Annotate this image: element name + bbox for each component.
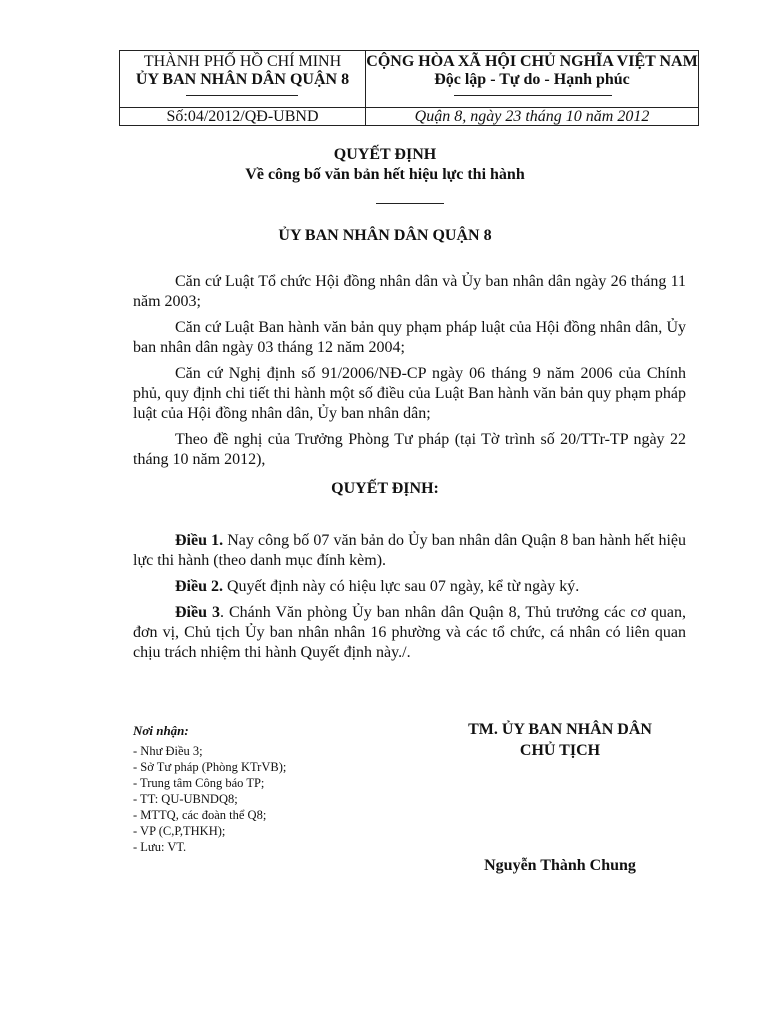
document-number: Số:04/2012/QĐ-UBND: [166, 108, 319, 125]
article-3-text: . Chánh Văn phòng Ủy ban nhân dân Quận 8, Thủ trưởng các cơ quan, đơn vị, Chủ tịch Ủy ban nhân nhân 16 phường và các tổ chức, cá nhân có liên quan chịu trách nhiệm thi hành Quyết định này./.: [133, 604, 687, 661]
signatory-name: Nguyễn Thành Chung: [484, 857, 636, 874]
article-3-label: Điều 3: [175, 604, 220, 621]
header-table: [119, 50, 699, 126]
motto-underline: [454, 95, 612, 96]
signature-position: CHỦ TỊCH: [519, 742, 601, 759]
preamble-paragraph-4: Theo đề nghị của Trưởng Phòng Tư pháp (tại Tờ trình số 20/TTr-TP ngày 22 tháng 10 năm 2012),: [133, 431, 686, 468]
recipient-item: - Như Điều 3;: [133, 744, 203, 758]
header-right: [366, 51, 698, 125]
preamble-paragraph-3: Căn cứ Nghị định số 91/2006/NĐ-CP ngày 06 tháng 9 năm 2006 của Chính phủ, quy định chi tiết thi hành một số điều của Luật Ban hành văn bản quy phạm pháp luật của Hội đồng nhân dân, Ủy ban nhân dân;: [133, 365, 686, 422]
issuing-authority: ỦY BAN NHÂN DÂN QUẬN 8: [278, 227, 492, 244]
document-title: QUYẾT ĐỊNH: [333, 146, 437, 163]
national-title: CỘNG HÒA XÃ HỘI CHỦ NGHĨA VIỆT NAM: [366, 53, 698, 70]
title-underline: [376, 203, 444, 204]
article-1: [133, 531, 686, 571]
decision-heading: QUYẾT ĐỊNH:: [331, 480, 439, 497]
national-motto: Độc lập - Tự do - Hạnh phúc: [434, 71, 630, 88]
preamble-paragraph-1: Căn cứ Luật Tổ chức Hội đồng nhân dân và Ủy ban nhân dân ngày 26 tháng 11 năm 2003;: [133, 273, 686, 310]
header-divider: [120, 107, 698, 108]
agency-name: ỦY BAN NHÂN DÂN QUẬN 8: [135, 71, 350, 88]
recipient-item: - Lưu: VT.: [133, 840, 187, 854]
article-1-text: Nay công bố 07 văn bản do Ủy ban nhân dân Quận 8 ban hành hết hiệu lực thi hành (theo danh mục đính kèm).: [133, 532, 686, 569]
recipient-item: - Sở Tư pháp (Phòng KTrVB);: [133, 760, 287, 774]
article-1-label: Điều 1.: [175, 532, 224, 549]
recipient-item: - VP (C,P,THKH);: [133, 824, 226, 838]
agency-underline: [186, 95, 298, 96]
preamble-paragraph-2: Căn cứ Luật Ban hành văn bản quy phạm pháp luật của Hội đồng nhân dân, Ủy ban nhân dân ngày 03 tháng 12 năm 2004;: [133, 319, 686, 356]
city-name: THÀNH PHỐ HỒ CHÍ MINH: [143, 53, 342, 70]
article-2-text: Quyết định này có hiệu lực sau 07 ngày, kể từ ngày ký.: [223, 578, 580, 595]
recipient-item: - Trung tâm Công báo TP;: [133, 776, 265, 790]
article-3: [133, 603, 686, 663]
document-date: Quận 8, ngày 23 tháng 10 năm 2012: [414, 108, 650, 125]
signature-title: TM. ỦY BAN NHÂN DÂN: [468, 721, 652, 738]
article-2: [133, 577, 686, 597]
article-2-label: Điều 2.: [175, 578, 223, 595]
recipient-item: - MTTQ, các đoàn thể Q8;: [133, 808, 267, 822]
document-subtitle: Về công bố văn bản hết hiệu lực thi hành: [245, 166, 525, 183]
recipient-item: - TT: QU-UBNDQ8;: [133, 792, 238, 806]
recipients-block: [133, 723, 393, 855]
recipients-title: Nơi nhận:: [133, 723, 189, 738]
header-left: [120, 51, 366, 125]
